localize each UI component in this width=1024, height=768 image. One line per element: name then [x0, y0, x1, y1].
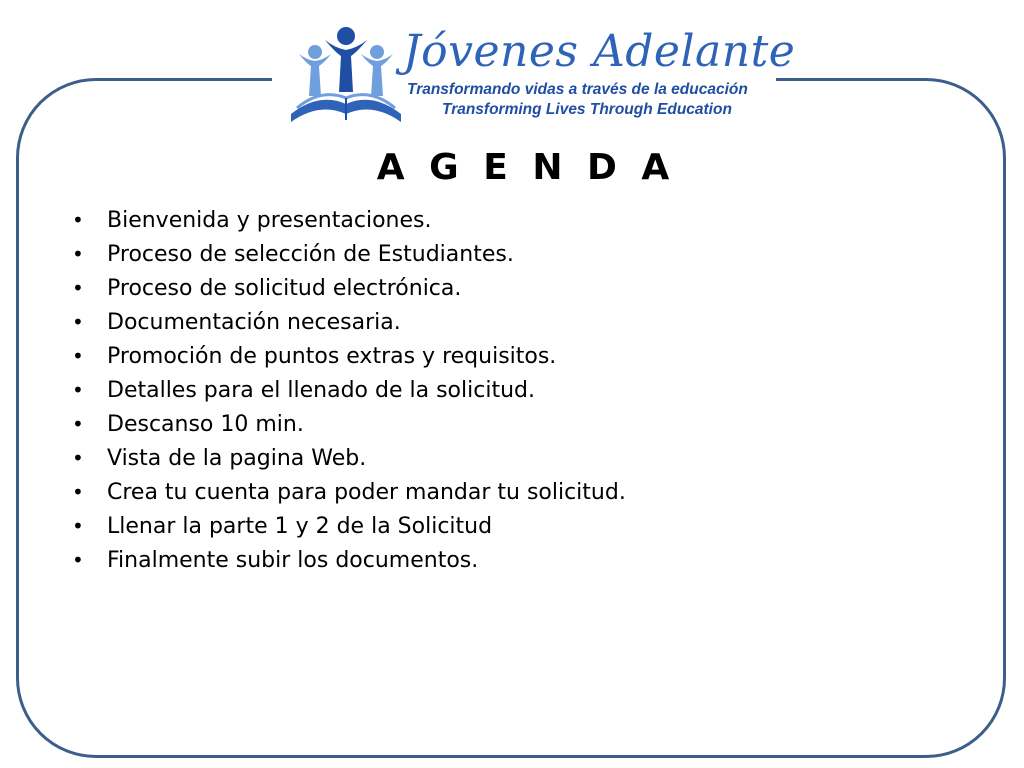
agenda-item — [72, 509, 626, 543]
agenda-item-text: Bienvenida y presentaciones. — [107, 208, 432, 233]
agenda-item — [72, 373, 626, 407]
logo-tagline-es: Transformando vidas a través de la educación — [407, 81, 748, 98]
logo-title: Jóvenes Adelante — [403, 26, 796, 77]
bullet-icon: • — [72, 208, 84, 232]
agenda-item — [72, 441, 626, 475]
agenda-item — [72, 543, 626, 577]
agenda-item — [72, 237, 626, 271]
page-title: A G E N D A — [376, 147, 676, 188]
agenda-item — [72, 305, 626, 339]
agenda-item — [72, 271, 626, 305]
agenda-item-text: Crea tu cuenta para poder mandar tu solicitud. — [107, 480, 626, 505]
agenda-item-text: Promoción de puntos extras y requisitos. — [107, 344, 557, 369]
agenda-item — [72, 407, 626, 441]
agenda-item-text: Descanso 10 min. — [107, 412, 304, 437]
people-on-book-icon — [285, 22, 407, 128]
agenda-item-text: Proceso de solicitud electrónica. — [107, 276, 462, 301]
bullet-icon: • — [72, 242, 84, 266]
agenda-item-text: Documentación necesaria. — [107, 310, 401, 335]
agenda-item-text: Finalmente subir los documentos. — [107, 548, 479, 573]
agenda-item-text: Detalles para el llenado de la solicitud. — [107, 378, 535, 403]
bullet-icon: • — [72, 548, 84, 572]
agenda-item — [72, 475, 626, 509]
agenda-list — [72, 203, 626, 577]
bullet-icon: • — [72, 310, 84, 334]
logo-tagline-en: Transforming Lives Through Education — [442, 101, 732, 118]
bullet-icon: • — [72, 446, 84, 470]
bullet-icon: • — [72, 276, 84, 300]
agenda-item-text: Proceso de selección de Estudiantes. — [107, 242, 514, 267]
agenda-item — [72, 203, 626, 237]
bullet-icon: • — [72, 480, 84, 504]
bullet-icon: • — [72, 344, 84, 368]
bullet-icon: • — [72, 412, 84, 436]
agenda-item-text: Llenar la parte 1 y 2 de la Solicitud — [107, 514, 493, 539]
agenda-item — [72, 339, 626, 373]
bullet-icon: • — [72, 514, 84, 538]
bullet-icon: • — [72, 378, 84, 402]
agenda-item-text: Vista de la pagina Web. — [107, 446, 367, 471]
